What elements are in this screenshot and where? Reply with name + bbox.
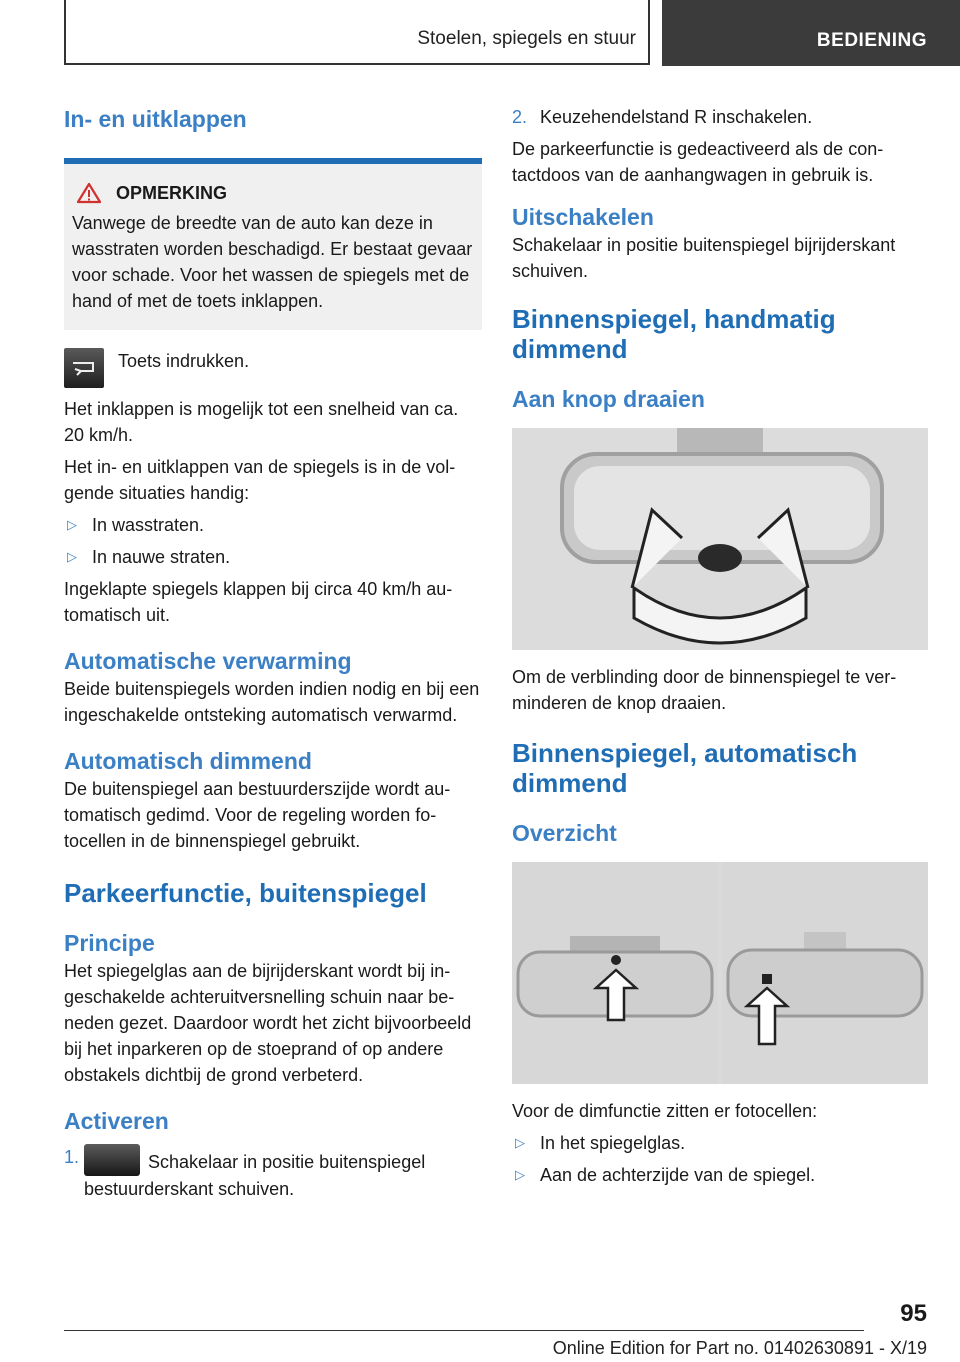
step-1 [64, 1144, 482, 1202]
paragraph-situations: Het in- en uitklappen van de spiegels is in de volgende situaties handig: [64, 457, 456, 503]
paragraph-knob: Om de verblinding door de binnenspiegel te verminderen de knop draaien. [512, 667, 897, 713]
left-column [64, 100, 482, 1208]
warning-triangle-icon [76, 182, 102, 204]
step-number: 1. [64, 1147, 80, 1167]
page-number: 95 [900, 1300, 927, 1327]
note-box [64, 158, 482, 330]
heading-heating: Automatische verwarming [64, 648, 352, 674]
right-column [512, 100, 928, 1194]
heading-auto-dim: Automatisch dimmend [64, 748, 312, 774]
press-button-text: Toets indrukken. [118, 351, 250, 371]
paragraph-switch-off: Schakelaar in positie buitenspiegel bijrijderskant schuiven. [512, 235, 896, 281]
section-title: Stoelen, spiegels en stuur [417, 28, 636, 49]
heading-fold: In- en uitklappen [64, 106, 247, 132]
heading-principle: Principe [64, 930, 155, 956]
paragraph-photocells: Voor de dimfunctie zitten er fotocellen: [512, 1101, 818, 1121]
list-item: ▷ In nauwe straten. [64, 544, 482, 570]
mirror-front-image [512, 862, 718, 1084]
chapter-badge-label: BEDIENING [816, 30, 927, 51]
paragraph-trailer: De parkeerfunctie is gedeactiveerd als de contactdoos van de aanhangwagen in gebruik is. [512, 139, 884, 185]
rear-view-mirror-knob-image [512, 428, 928, 650]
bullet-triangle-icon: ▷ [67, 549, 77, 564]
mirror-fold-button-icon [64, 348, 104, 388]
mirror-switch-icon [84, 1144, 140, 1176]
paragraph-unfold: Ingeklapte spiegels klappen bij circa 40 km/h automatisch uit. [64, 579, 453, 625]
step-2 [512, 104, 928, 130]
paragraph-auto-dim: De buitenspiegel aan bestuurderszijde wordt automatisch gedimd. Voor de regeling worden fotocellen in de binnenspiegel gebruikt. [64, 779, 451, 851]
heading-knob: Aan knop draaien [512, 386, 705, 412]
bullet-triangle-icon: ▷ [515, 1167, 525, 1182]
paragraph-heating: Beide buitenspiegels worden indien nodig en bij een ingeschakelde ontsteking automatisch verwarmd. [64, 679, 480, 725]
footer-rule [64, 1330, 864, 1331]
list-item: ▷ Aan de achterzijde van de spiegel. [512, 1162, 928, 1188]
step-number: 2. [512, 107, 528, 127]
edition-text: Online Edition for Part no. 01402630891 - X/19 [552, 1338, 927, 1358]
note-label: OPMERKING [116, 182, 228, 203]
heading-auto-dim-mirror: Binnenspiegel, automatisch dimmend [512, 738, 858, 798]
header-left-rule [64, 0, 66, 64]
note-text: Vanwege de breedte van de auto kan deze in wasstraten worden beschadigd. Er bestaat gevaar voor schade. Voor het wassen de spiegels met de hand of met de toets inklappen. [72, 213, 473, 311]
note-header [76, 182, 474, 204]
paragraph-principle: Het spiegelglas aan de bijrijderskant wordt bij ingeschakelde achteruitversnelling schuin naar beneden gezet. Daardoor wordt het zicht bijvoorbeeld bij het inparkeren op de stoeprand of op andere obstakels dichtbij de grond verbeterd. [64, 961, 472, 1085]
header-bottom-rule [64, 63, 650, 65]
bullet-triangle-icon: ▷ [515, 1135, 525, 1150]
list-item: ▷ In wasstraten. [64, 512, 482, 538]
paragraph-speed: Het inklappen is mogelijk tot een snelheid van ca. 20 km/h. [64, 399, 459, 445]
heading-overview: Overzicht [512, 820, 617, 846]
list-item: ▷ In het spiegelglas. [512, 1130, 928, 1156]
heading-switch-off: Uitschakelen [512, 204, 654, 230]
mirror-back-image [722, 862, 928, 1084]
heading-parking: Parkeerfunctie, buitenspiegel [64, 878, 427, 908]
photocell-images [512, 862, 928, 1084]
heading-activate: Activeren [64, 1108, 169, 1134]
bullet-triangle-icon: ▷ [67, 517, 77, 532]
chapter-badge [662, 0, 960, 66]
heading-manual-dim: Binnenspiegel, handmatig dimmend [512, 304, 836, 364]
step-1-text: Schakelaar in positie buitenspiegel bestuurderskant schuiven. [84, 1152, 426, 1199]
header-divider [648, 0, 650, 64]
step-2-text: Keuzehendelstand R inschakelen. [540, 107, 813, 127]
fold-button-instruction [64, 348, 482, 388]
